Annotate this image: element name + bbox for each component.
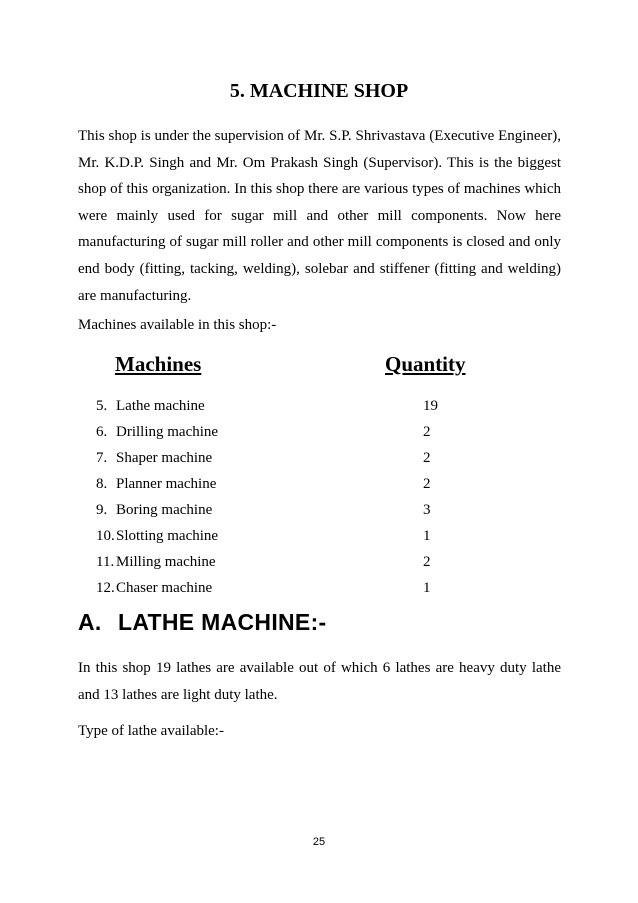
machine-name: Drilling machine bbox=[116, 424, 219, 440]
intro-paragraph: This shop is under the supervision of Mr. S.P. Shrivastava (Executive Engineer), Mr. K.D.P. Singh and Mr. Om Prakash Singh (Supervisor). This is the biggest shop of this organization. In this shop there are various types of machines which were mainly used for sugar mill and other mill components. Now here manufacturing of sugar mill roller and other mill components is closed and only end body (fitting, tacking, welding), solebar and stiffener (fitting and welding) are manufacturing. bbox=[78, 128, 561, 304]
machine-name: Shaper machine bbox=[116, 450, 213, 466]
table-row bbox=[0, 398, 638, 424]
machine-quantity: 2 bbox=[423, 424, 431, 440]
table-row bbox=[0, 528, 638, 554]
machine-name: Planner machine bbox=[116, 476, 217, 492]
machine-quantity: 1 bbox=[423, 528, 431, 544]
machine-quantity: 3 bbox=[423, 502, 431, 518]
machines-intro: Machines available in this shop:- bbox=[78, 317, 277, 333]
heading-letter: A. bbox=[78, 609, 102, 635]
machine-quantity: 2 bbox=[423, 476, 431, 492]
machine-name: Boring machine bbox=[116, 502, 213, 518]
machine-quantity: 19 bbox=[423, 398, 438, 414]
machine-name: Slotting machine bbox=[116, 528, 219, 544]
heading-text: LATHE MACHINE:- bbox=[118, 609, 327, 635]
lathe-paragraph: In this shop 19 lathes are available out of which 6 lathes are heavy duty lathe and 13 lathes are light duty lathe. bbox=[78, 660, 561, 703]
lathe-types-intro: Type of lathe available:- bbox=[78, 723, 224, 739]
machine-quantity: 1 bbox=[423, 580, 431, 596]
machine-quantity: 2 bbox=[423, 554, 431, 570]
machines-column-header: Machines bbox=[115, 352, 202, 376]
row-number: 11. bbox=[96, 554, 115, 570]
quantity-column-header: Quantity bbox=[385, 352, 466, 376]
row-number: 12. bbox=[96, 580, 115, 596]
table-row bbox=[0, 554, 638, 580]
row-number: 8. bbox=[96, 476, 108, 492]
row-number: 7. bbox=[96, 450, 108, 466]
page-number: 25 bbox=[312, 836, 326, 848]
row-number: 9. bbox=[96, 502, 108, 518]
machine-name: Milling machine bbox=[116, 554, 216, 570]
lathe-machine-heading bbox=[78, 609, 327, 636]
section-title: 5. MACHINE SHOP bbox=[229, 80, 409, 102]
machine-quantity: 2 bbox=[423, 450, 431, 466]
row-number: 5. bbox=[96, 398, 108, 414]
table-row bbox=[0, 502, 638, 528]
table-row bbox=[0, 450, 638, 476]
row-number: 6. bbox=[96, 424, 108, 440]
machine-name: Chaser machine bbox=[116, 580, 213, 596]
machine-name: Lathe machine bbox=[116, 398, 205, 414]
table-row bbox=[0, 476, 638, 502]
row-number: 10. bbox=[96, 528, 115, 544]
table-row bbox=[0, 424, 638, 450]
table-row bbox=[0, 580, 638, 606]
